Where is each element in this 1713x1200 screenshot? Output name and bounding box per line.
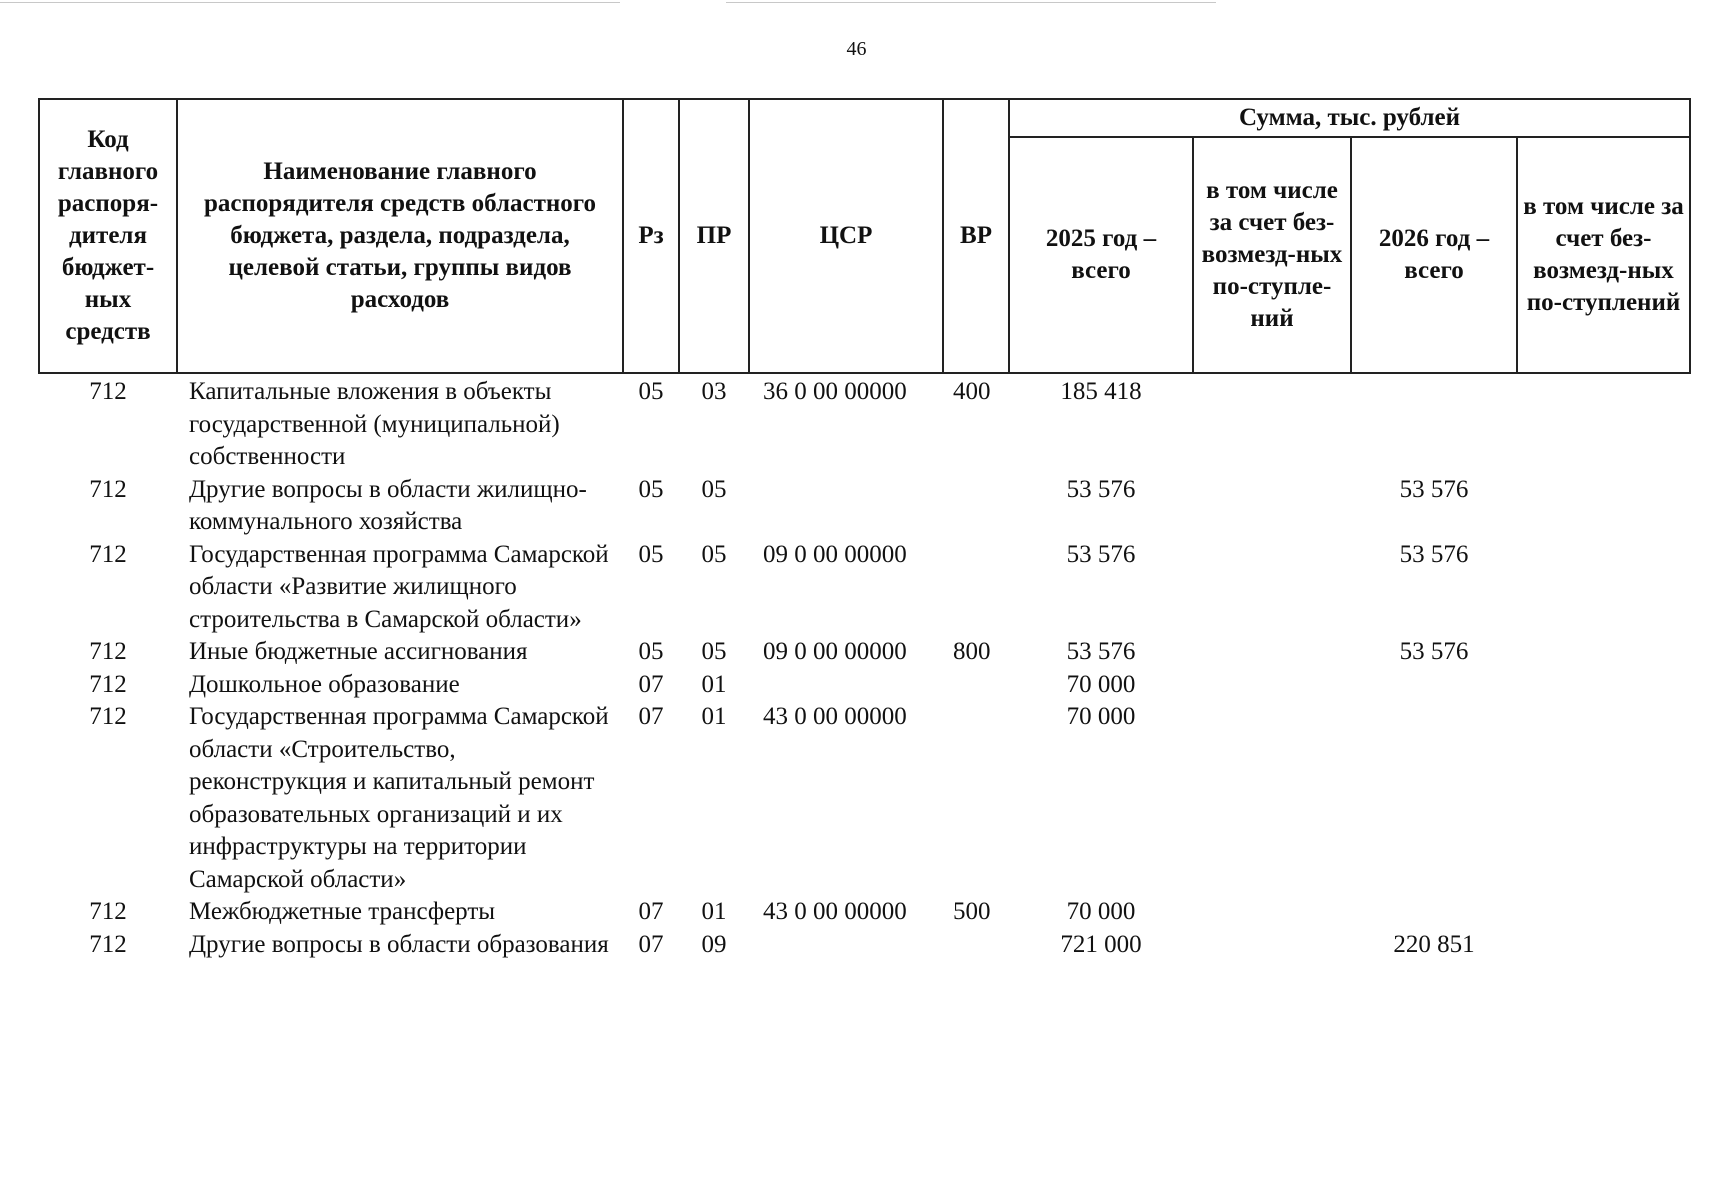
cell-code: 712 [89,378,127,405]
cell-2025-total: 70 000 [1066,898,1136,925]
header-vr: ВР [943,99,1009,373]
cell-pr: 01 [701,898,727,925]
cell-code: 712 [89,898,127,925]
header-2025-total: 2025 год – всего [1009,137,1193,373]
cell-csr: 09 0 00 00000 [763,638,907,665]
cell-vr [943,669,1009,702]
cell-rz: 05 [638,638,664,665]
cell-pr: 05 [701,475,727,503]
table-row [39,896,1690,929]
cell-2025-total: 721 000 [1060,930,1142,958]
table-body [39,373,1690,961]
cell-2025-free [1193,474,1351,539]
header-name: Наименование главного распорядителя средств областного бюджета, раздела, подраздела, целевой статьи, группы видов расходов [177,99,623,373]
cell-2025-total: 70 000 [1066,703,1136,730]
cell-csr: 36 0 00 00000 [763,378,907,405]
cell-rz: 05 [638,378,664,405]
cell-csr: 43 0 00 00000 [763,898,907,925]
cell-2025-free [1193,896,1351,929]
cell-csr: 43 0 00 00000 [763,703,907,730]
cell-2026-total [1351,669,1517,702]
header-row-top [39,99,1690,137]
cell-code: 712 [89,638,127,665]
scan-edge-line-right [726,2,1216,3]
cell-name: Другие вопросы в области образования [189,930,609,958]
cell-pr: 01 [701,703,727,730]
cell-pr: 01 [701,670,727,698]
header-2025-free: в том числе за счет без-возмезд-ных по-ступле-ний [1193,137,1351,373]
cell-vr: 800 [953,638,991,665]
header-csr: ЦСР [749,99,943,373]
cell-rz: 05 [638,475,664,503]
cell-pr: 03 [701,378,727,405]
cell-vr [943,539,1009,637]
header-pr: ПР [679,99,749,373]
cell-2025-total: 53 576 [1066,475,1136,503]
cell-2025-total: 70 000 [1066,670,1136,698]
cell-code: 712 [89,703,127,730]
cell-2025-free [1193,929,1351,962]
page-number: 46 [846,38,867,60]
cell-2026-free [1517,701,1690,896]
scan-edge-line-left [0,2,620,3]
header-rz: Рз [623,99,679,373]
cell-vr: 400 [953,378,991,405]
cell-csr [749,669,943,702]
cell-vr [943,701,1009,896]
cell-2026-total: 53 576 [1399,475,1469,503]
cell-2026-free [1517,636,1690,669]
cell-2025-free [1193,701,1351,896]
cell-name: Государственная программа Самарской области «Развитие жилищного строительства в Самарской области» [189,540,609,633]
cell-vr [943,474,1009,539]
table-row [39,669,1690,702]
header-2026-free: в том числе за счет без-возмезд-ных по-ступлений [1517,137,1690,373]
table-row [39,474,1690,539]
cell-rz: 07 [638,670,664,698]
table-row [39,539,1690,637]
cell-2026-free [1517,539,1690,637]
cell-2026-total: 220 851 [1393,930,1475,958]
cell-rz: 05 [638,540,664,568]
cell-2026-total [1351,896,1517,929]
cell-code: 712 [89,930,127,958]
cell-rz: 07 [638,930,664,958]
cell-2025-total: 53 576 [1066,638,1136,665]
table-row [39,373,1690,474]
cell-code: 712 [89,540,127,568]
cell-2025-free [1193,373,1351,474]
cell-2025-total: 185 418 [1060,378,1142,405]
table-header [39,99,1690,373]
cell-csr [749,474,943,539]
cell-2026-free [1517,896,1690,929]
cell-pr: 05 [701,638,727,665]
cell-vr: 500 [953,898,991,925]
cell-name: Межбюджетные трансферты [189,898,496,925]
header-code: Код главного распоря-дителя бюджет-ных средств [39,99,177,373]
cell-code: 712 [89,670,127,698]
table-row [39,701,1690,896]
cell-name: Государственная программа Самарской области «Строительство, реконструкция и капитальный ремонт образовательных организаций и их инфраструктуры на территории Самарской области» [189,703,609,893]
cell-name: Дошкольное образование [189,670,460,698]
header-sum: Сумма, тыс. рублей [1009,99,1690,137]
table-row [39,636,1690,669]
cell-pr: 09 [701,930,727,958]
cell-2026-total: 53 576 [1399,638,1469,665]
table-row [39,929,1690,962]
cell-2025-total: 53 576 [1066,540,1136,568]
cell-code: 712 [89,475,127,503]
cell-csr: 09 0 00 00000 [763,540,907,568]
cell-2026-total: 53 576 [1399,540,1469,568]
cell-pr: 05 [701,540,727,568]
cell-2025-free [1193,636,1351,669]
budget-table [38,98,1691,961]
cell-name: Капитальные вложения в объекты государственной (муниципальной) собственности [189,378,560,470]
cell-2025-free [1193,539,1351,637]
cell-name: Другие вопросы в области жилищно-коммунального хозяйства [189,475,587,535]
cell-2025-free [1193,669,1351,702]
cell-2026-free [1517,669,1690,702]
cell-2026-free [1517,929,1690,962]
cell-2026-total [1351,701,1517,896]
cell-2026-free [1517,373,1690,474]
header-2026-total: 2026 год – всего [1351,137,1517,373]
cell-2026-total [1351,373,1517,474]
cell-name: Иные бюджетные ассигнования [189,638,528,665]
cell-2026-free [1517,474,1690,539]
cell-csr [749,929,943,962]
cell-vr [943,929,1009,962]
cell-rz: 07 [638,703,664,730]
cell-rz: 07 [638,898,664,925]
